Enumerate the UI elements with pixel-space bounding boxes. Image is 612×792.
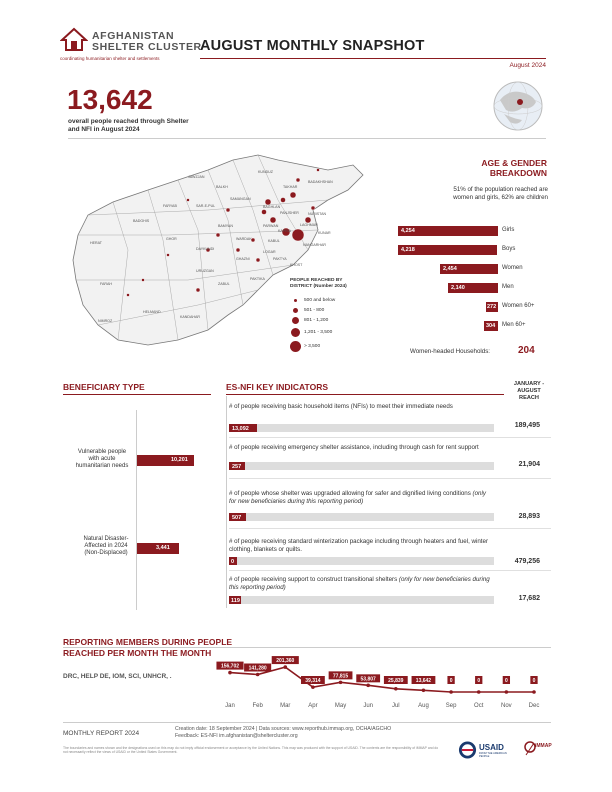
x-tick-label: Feb: [252, 703, 263, 709]
province-label: KABUL: [268, 239, 280, 243]
province-label: LOGAR: [263, 250, 276, 254]
reporting-title: REPORTING MEMBERS DURING PEOPLE REACHED PER MONTH THE MONTH: [63, 637, 233, 658]
map-legend-title: PEOPLE REACHED BY DISTRICT (Number 2024): [290, 278, 347, 289]
reporting-divider: [63, 647, 551, 648]
indicators-divider: [226, 394, 504, 395]
indicator-text-2: # of people receiving emergency shelter assistance, including through cash for rent support: [229, 444, 479, 451]
ag-value-men: 2,140: [451, 284, 465, 291]
reporting-members: DRC, HELP DE, IOM, SCI, UNHCR, .: [63, 673, 172, 680]
province-label: SAR-E-PUL: [196, 204, 216, 208]
beneficiary-label-vulnerable: Vulnerable people with acute humanitarian needs: [75, 449, 129, 469]
province-label: BADAKHSHAN: [308, 180, 333, 184]
province-label: BADGHIS: [133, 219, 150, 223]
province-label: JAWZJAN: [188, 175, 205, 179]
age-gender-title: AGE & GENDER BREAKDOWN: [481, 158, 547, 178]
province-label: KUNAR: [318, 231, 331, 235]
indicators-reach-header: JANUARY - AUGUST REACH: [513, 381, 545, 401]
ag-label-boys: Boys: [502, 246, 516, 252]
province-label: PAKTIKA: [250, 277, 265, 281]
page-title: AUGUST MONTHLY SNAPSHOT: [200, 38, 425, 54]
indicator-value-1: 13,092: [232, 425, 249, 432]
province-label: HELMAND: [143, 310, 161, 314]
province-label: LAGHMAN: [300, 223, 318, 227]
indicator-separator: [229, 478, 551, 479]
report-date: August 2024: [509, 62, 546, 69]
data-point: [422, 689, 426, 693]
data-label: 0: [504, 678, 508, 684]
data-label: 25,839: [388, 678, 404, 684]
ag-label-girls: Girls: [502, 227, 515, 233]
beneficiary-value-disaster: 3,441: [156, 545, 170, 551]
data-point: [228, 671, 232, 675]
ag-value-women: 2,454: [443, 265, 457, 272]
province-label: NURISTAN: [308, 212, 327, 216]
immap-mark-icon: [522, 739, 552, 759]
monthly-reach-chart: [212, 652, 552, 712]
ag-value-girls: 4,254: [401, 227, 415, 234]
province-label: DAYKUNDI: [196, 247, 215, 251]
indicator-separator: [229, 528, 551, 529]
data-point: [505, 690, 509, 694]
ag-value-boys: 4,218: [401, 246, 415, 253]
legend-item: 801 - 1,200: [304, 318, 329, 323]
beneficiary-label-disaster: Natural Disaster-Affected in 2024 (Non-Displaced): [83, 536, 129, 556]
indicator-value-3: 507: [232, 514, 242, 521]
legend-dot-s: [293, 308, 298, 313]
ag-row: [390, 300, 550, 314]
ag-row: [390, 281, 550, 295]
ag-label-women: Women: [502, 265, 523, 271]
usaid-seal-icon: [458, 740, 477, 760]
x-tick-label: Mar: [280, 703, 291, 709]
ag-row: [390, 319, 550, 333]
x-tick-label: Sep: [445, 703, 457, 709]
data-label: 0: [449, 678, 453, 684]
province-label: NIMROZ: [98, 319, 113, 323]
indicator-track-2: [229, 462, 494, 470]
org-name-line1: AFGHANISTAN: [92, 30, 175, 42]
legend-item: > 3,500: [304, 344, 321, 349]
legend-dot-xs: [294, 299, 297, 302]
x-tick-label: Oct: [474, 703, 484, 709]
data-label: 13,642: [415, 678, 432, 684]
province-label: FARAH: [100, 282, 112, 286]
province-label: GHOR: [166, 237, 177, 241]
series-line: [230, 667, 534, 692]
usaid-wordmark: USAID: [479, 742, 504, 752]
data-point: [339, 681, 343, 685]
data-point: [394, 687, 398, 691]
x-tick-label: Dec: [528, 703, 540, 709]
legend-item: 1,201 - 3,500: [304, 330, 333, 335]
whh-value: 204: [518, 345, 535, 356]
ag-label-women60: Women 60+: [502, 303, 535, 309]
summary-divider: [68, 138, 546, 139]
indicator-track-5: [229, 596, 494, 604]
province-label: PARWAN: [263, 224, 279, 228]
province-label: KUNDUZ: [258, 170, 273, 174]
cluster-logo: [60, 26, 88, 52]
data-label: 0: [477, 678, 481, 684]
x-tick-label: Apr: [308, 703, 318, 709]
data-label: 141,280: [248, 665, 267, 672]
indicator-reach-3: 28,893: [518, 513, 540, 520]
beneficiary-axis: [136, 410, 137, 610]
indicator-track-1: [229, 424, 494, 432]
indicator-value-2: 257: [232, 463, 242, 470]
x-tick-label: Jun: [363, 703, 374, 709]
data-point: [311, 685, 315, 689]
data-point: [256, 673, 260, 677]
indicator-reach-1: 189,495: [514, 422, 540, 429]
indicator-reach-4: 479,256: [514, 558, 540, 565]
indicator-reach-5: 17,682: [518, 595, 540, 602]
indicators-axis: [226, 396, 227, 608]
indicator-track-4: [229, 557, 494, 565]
province-label: KANDAHAR: [180, 315, 200, 319]
ag-label-men60: Men 60+: [502, 322, 526, 328]
data-label: 0: [532, 678, 536, 684]
data-point: [449, 690, 453, 694]
people-reached-caption: overall people reached through Shelter and NFI in August 2024: [68, 118, 189, 133]
legend-dot-m: [292, 317, 299, 324]
indicator-separator: [229, 570, 551, 571]
data-label: 156,702: [220, 663, 240, 670]
indicator-value-5: 119: [231, 597, 240, 604]
province-label: KHOST: [290, 263, 303, 267]
legend-item: 500 and below: [304, 298, 336, 303]
indicator-reach-2: 21,904: [518, 461, 540, 468]
province-label: WARDAK: [236, 237, 252, 241]
org-tagline: coordinating humanitarian shelter and settlements: [60, 56, 160, 61]
province-label: FARYAB: [163, 204, 177, 208]
age-gender-caption: 51% of the population reached are women and girls, 62% are children: [453, 186, 548, 201]
header-divider: [200, 58, 546, 59]
people-reached-total: 13,642: [67, 84, 153, 115]
beneficiary-title: BENEFICIARY TYPE: [63, 382, 145, 392]
data-point: [532, 690, 536, 694]
indicators-title: ES-NFI KEY INDICATORS: [226, 382, 329, 392]
beneficiary-value-vulnerable: 10,201: [171, 457, 188, 463]
footer-report: MONTHLY REPORT 2024: [63, 730, 140, 737]
province-label: NANGARHAR: [303, 243, 326, 247]
province-label: GHAZNI: [236, 257, 250, 261]
data-point: [477, 690, 481, 694]
x-tick-label: Jan: [225, 703, 235, 709]
footer-creation: Creation date: 18 September 2024 | Data sources: www.reporthub.immap.org, OCHA/AGCHO: [175, 726, 392, 732]
province-label: HERAT: [90, 241, 102, 245]
data-point: [283, 665, 287, 669]
ag-label-men: Men: [502, 284, 514, 290]
province-label: URUZGAN: [196, 269, 214, 273]
data-label: 201,360: [276, 658, 295, 665]
ag-row: [390, 224, 550, 238]
map-legend: [290, 278, 370, 354]
org-name-line2: SHELTER CLUSTER: [92, 41, 202, 53]
data-label: 39,314: [305, 678, 321, 684]
province-label: BAMYAN: [218, 224, 233, 228]
x-tick-label: May: [334, 703, 347, 709]
data-label: 77,815: [332, 673, 349, 680]
indicator-text-3: # of people whose shelter was upgraded allowing for safer and dignified living conditions (only for new beneficiaries during this reporting period): [229, 490, 486, 505]
ag-value-women60: 272: [487, 303, 497, 310]
immap-wordmark: iMMAP: [535, 743, 552, 749]
data-point: [366, 684, 370, 688]
legend-item: 501 - 800: [304, 307, 325, 313]
x-tick-label: Jul: [391, 703, 400, 709]
ag-row: [390, 262, 550, 276]
indicator-separator: [229, 437, 551, 438]
immap-logo: [522, 739, 552, 759]
ag-value-men60: 304: [486, 322, 496, 329]
province-label: SAMANGAN: [230, 197, 251, 201]
province-label: TAKHAR: [283, 185, 298, 189]
province-label: BALKH: [216, 185, 228, 189]
indicator-track-3: [229, 513, 494, 521]
x-tick-label: Aug: [418, 703, 429, 709]
footer-disclaimer: The boundaries and names shown and the designations used on this map do not imply official endorsement or acceptance by the United Nations. This map was produced with the support of USAID. The contents are the responsibility of iMMAP and do not necessarily reflect the views of USAID or the United States Government.: [63, 746, 439, 755]
whh-label: Women-headed Households:: [410, 348, 491, 355]
usaid-logo: [458, 739, 516, 761]
x-tick-label: Nov: [501, 703, 512, 709]
ag-row: [390, 243, 550, 257]
province-label: PANJSHER: [280, 211, 299, 215]
data-label: 53,807: [360, 676, 376, 683]
legend-dot-l: [291, 328, 300, 337]
footer-feedback: Feedback: ES-NFI im.afghanistan@sheltercluster.org: [175, 733, 298, 739]
province-label: ZABUL: [218, 282, 230, 286]
legend-dot-xl: [290, 341, 301, 352]
indicator-text-5: # of people receiving support to construct transitional shelters (only for new beneficiaries during this reporting period): [229, 576, 490, 591]
footer-divider: [63, 722, 551, 723]
indicator-text-4: # of people receiving standard winterization package including through heaters and fuel, winter clothing, blankets or quilts.: [229, 538, 489, 553]
age-gender-chart: [390, 224, 550, 334]
globe-locator-icon: [492, 80, 544, 132]
usaid-tagline: FROM THE AMERICAN PEOPLE: [479, 751, 507, 758]
province-label: BAGHLAN: [263, 205, 281, 209]
province-label: KAPISA: [278, 229, 291, 233]
beneficiary-divider: [63, 394, 211, 395]
indicator-value-4: 0: [231, 558, 235, 565]
province-label: PAKTYA: [273, 257, 287, 261]
indicator-text-1: # of people receiving basic household items (NFIs) to meet their immediate needs: [229, 403, 453, 410]
